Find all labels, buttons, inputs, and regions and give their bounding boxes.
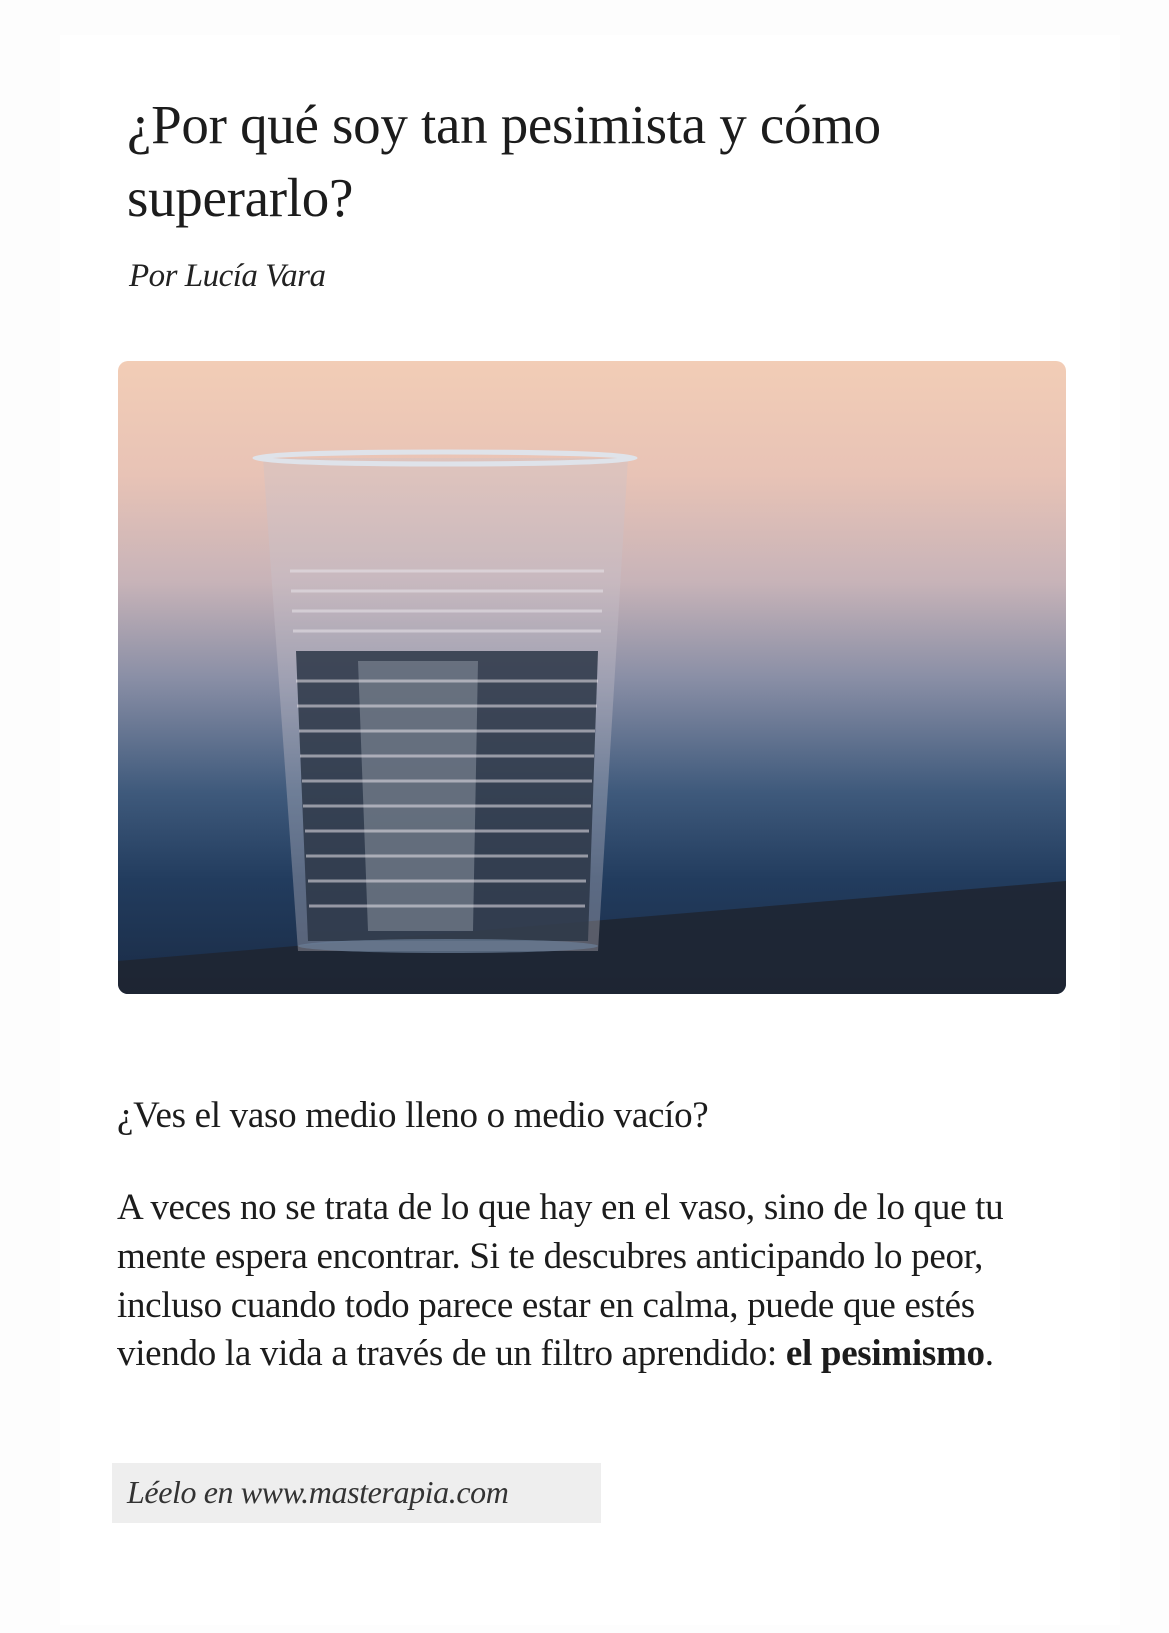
highlight-term: el pesimismo bbox=[785, 1333, 985, 1375]
read-more-link[interactable]: Léelo en www.masterapia.com bbox=[127, 1474, 509, 1510]
intro-end: . bbox=[984, 1333, 994, 1375]
lead-question: ¿Ves el vaso medio lleno o medio vacío? bbox=[117, 1095, 709, 1136]
glass-of-water-photo bbox=[118, 361, 1066, 994]
read-more-banner[interactable] bbox=[112, 1463, 601, 1523]
article-title: ¿Por qué soy tan pesimista y cómo superarlo? bbox=[127, 94, 881, 228]
author-byline: Por Lucía Vara bbox=[129, 258, 326, 294]
intro-text: A veces no se trata de lo que hay en el vaso, sino de lo que tu mente espera encontrar. Si te descubres anticipando lo peor, incluso cuando todo parece estar en calma, puede que estés viendo la vida a través de un filtro aprendido: bbox=[117, 1187, 1004, 1375]
intro-paragraph bbox=[117, 1184, 1077, 1379]
